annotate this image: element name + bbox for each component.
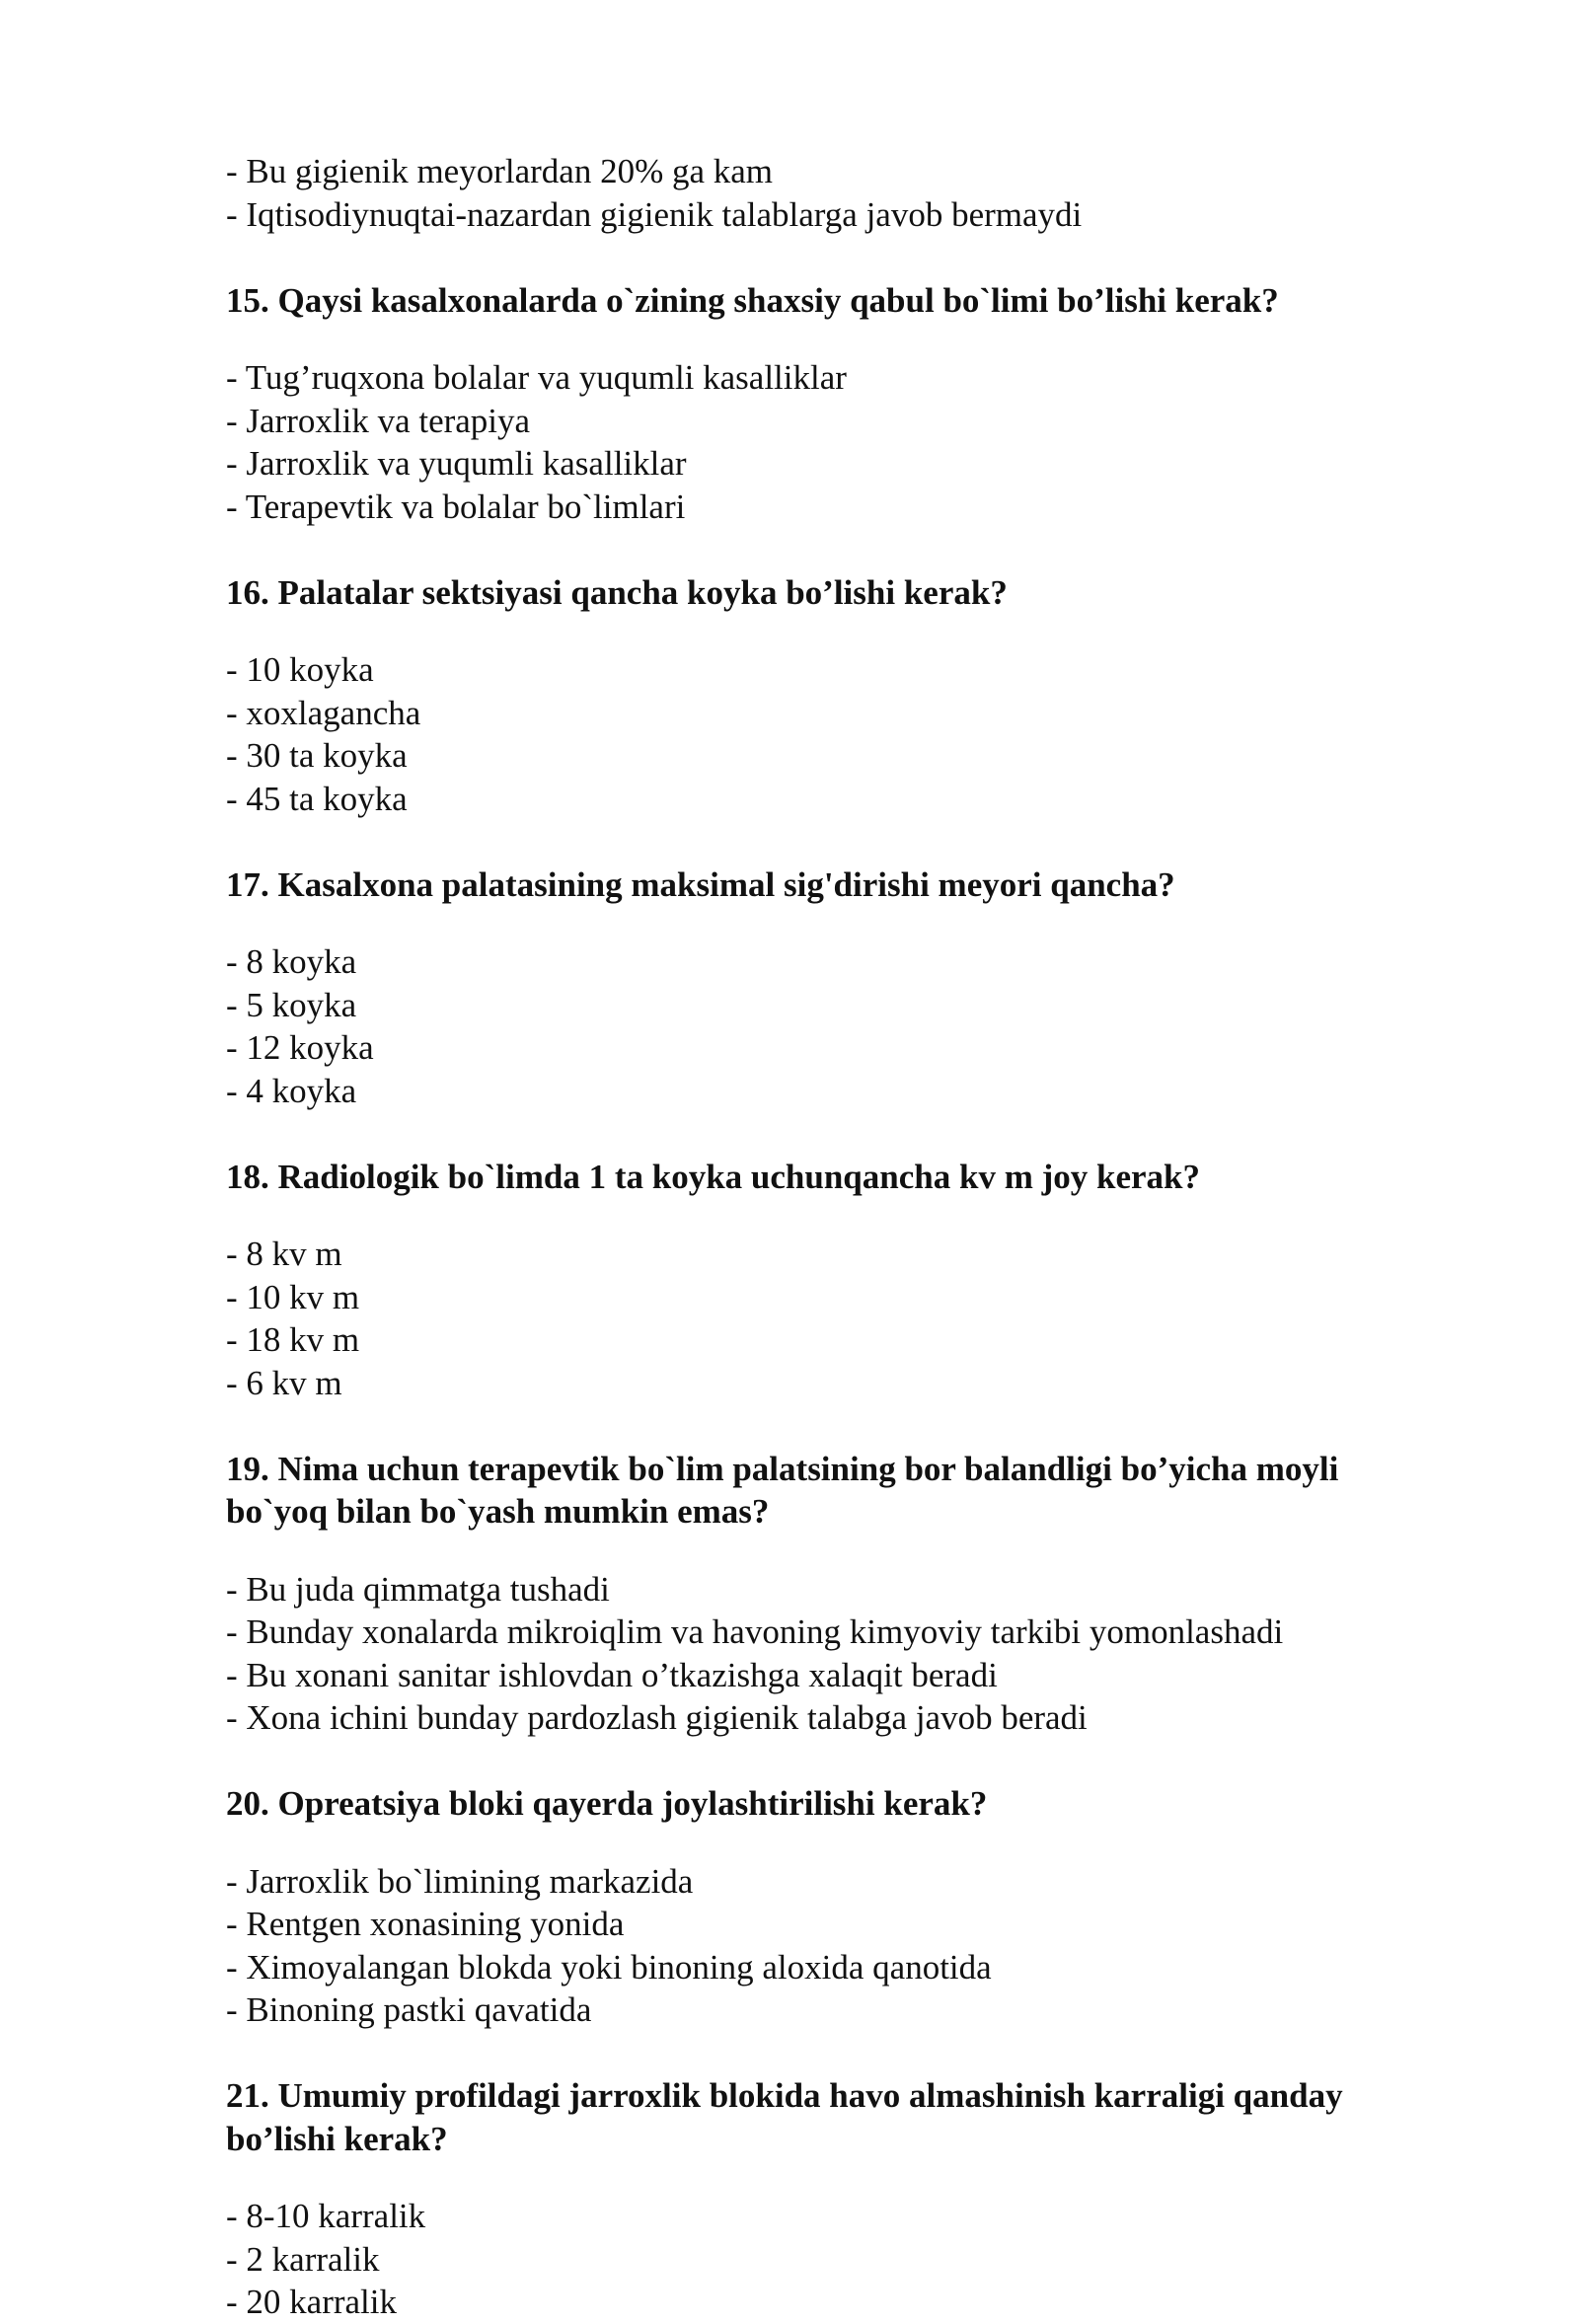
option-line: - 45 ta koyka xyxy=(226,779,408,818)
document-page xyxy=(226,150,1450,2324)
option-line: - Bu xonani sanitar ishlovdan o’tkazishga xalaqit beradi xyxy=(226,1655,998,1694)
question-block xyxy=(226,863,1450,1113)
question-title xyxy=(226,1782,1450,1826)
option-line: - 10 koyka xyxy=(226,650,374,689)
question-title-line: 19. Nima uchun terapevtik bo`lim palatsining bor balandligi bo’yicha moyli xyxy=(226,1449,1339,1488)
question-title-line: bo’lishi kerak? xyxy=(226,2119,448,2158)
question-title-line: 20. Opreatsiya bloki qayerda joylashtirilishi kerak? xyxy=(226,1784,988,1823)
option-line: - 6 kv m xyxy=(226,1363,342,1402)
question-title xyxy=(226,279,1450,323)
option-line: - 12 koyka xyxy=(226,1028,374,1067)
option-line: - 20 karralik xyxy=(226,2283,397,2321)
option-line: - Jarroxlik va terapiya xyxy=(226,401,531,440)
question-block xyxy=(226,1448,1450,1740)
option-line: - 8 koyka xyxy=(226,942,357,981)
option-line: - 5 koyka xyxy=(226,985,357,1024)
question-title xyxy=(226,2074,1450,2160)
option-line: - Ximoyalangan blokda yoki binoning aloxida qanotida xyxy=(226,1947,992,1987)
question-title xyxy=(226,1156,1450,1199)
question-title xyxy=(226,571,1450,615)
question-title-line: 18. Radiologik bo`limda 1 ta koyka uchunqancha kv m joy kerak? xyxy=(226,1157,1201,1196)
question-title xyxy=(226,863,1450,907)
option-line: - Tug’ruqxona bolalar va yuqumli kasalliklar xyxy=(226,358,847,397)
option-line: - Xona ichini bunday pardozlash gigienik talabga javob beradi xyxy=(226,1698,1088,1737)
question-title-line: 16. Palatalar sektsiyasi qancha koyka bo’lishi kerak? xyxy=(226,572,1008,612)
option-line: - Iqtisodiynuqtai-nazardan gigienik talablarga javob bermaydi xyxy=(226,194,1083,234)
option-line: - 30 ta koyka xyxy=(226,736,408,775)
question-block xyxy=(226,279,1450,529)
intro-options xyxy=(226,150,1450,236)
option-line: - xoxlagancha xyxy=(226,693,421,732)
question-title-line: 17. Kasalxona palatasining maksimal sig'dirishi meyori qancha? xyxy=(226,864,1175,904)
option-line: - 8-10 karralik xyxy=(226,2197,426,2235)
question-title-line: 15. Qaysi kasalxonalarda o`zining shaxsiy qabul bo`limi bo’lishi kerak? xyxy=(226,280,1279,320)
question-block xyxy=(226,2074,1450,2324)
option-line: - Bunday xonalarda mikroiqlim va havoning kimyoviy tarkibi yomonlashadi xyxy=(226,1612,1284,1651)
question-block xyxy=(226,1782,1450,2032)
option-line: - 8 kv m xyxy=(226,1235,342,1273)
option-line: - Rentgen xonasining yonida xyxy=(226,1905,625,1943)
option-line: - Terapevtik va bolalar bo`limlari xyxy=(226,487,686,526)
option-line: - Jarroxlik va yuqumli kasalliklar xyxy=(226,444,687,483)
option-line: - 10 kv m xyxy=(226,1277,360,1316)
question-block xyxy=(226,1156,1450,1405)
question-block xyxy=(226,571,1450,821)
option-line: - 2 karralik xyxy=(226,2239,380,2279)
question-title-line: 21. Umumiy profildagi jarroxlik blokida havo almashinish karraligi qanday xyxy=(226,2076,1343,2115)
option-line: - Bu gigienik meyorlardan 20% ga kam xyxy=(226,152,774,190)
option-line: - Bu juda qimmatga tushadi xyxy=(226,1569,610,1609)
question-title-line: bo`yoq bilan bo`yash mumkin emas? xyxy=(226,1492,770,1531)
option-line: - 18 kv m xyxy=(226,1320,360,1359)
option-line: - Jarroxlik bo`limining markazida xyxy=(226,1861,694,1901)
option-line: - Binoning pastki qavatida xyxy=(226,1990,592,2029)
option-line: - 4 koyka xyxy=(226,1071,357,1110)
question-title xyxy=(226,1448,1450,1534)
